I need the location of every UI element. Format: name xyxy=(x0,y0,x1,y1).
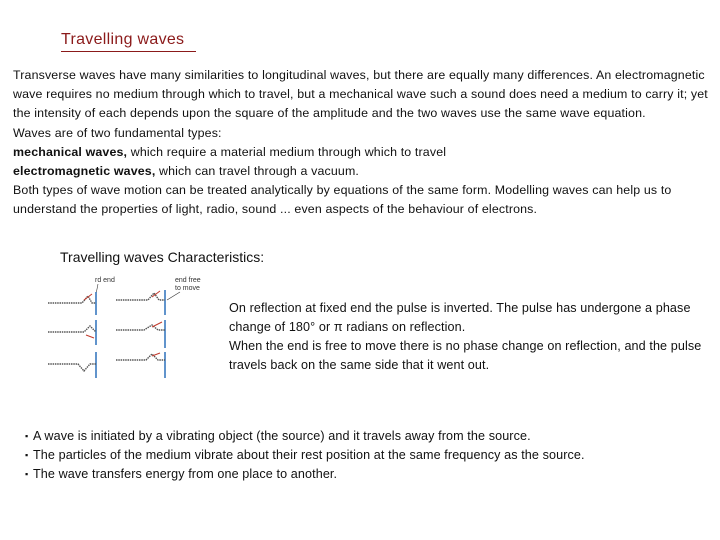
fixed-rope-2 xyxy=(48,326,96,332)
section-subtitle: Travelling waves Characteristics: xyxy=(60,249,265,265)
bullet-marker: ▪ xyxy=(25,431,29,441)
bullet-marker: ▪ xyxy=(25,469,29,480)
mechanical-waves-line xyxy=(13,143,713,162)
free-end-label-2: to move xyxy=(175,285,200,292)
page-title: Travelling waves xyxy=(61,31,185,48)
reflection-diagram xyxy=(40,270,230,380)
electromagnetic-waves-desc: which can travel through a vacuum. xyxy=(155,164,360,179)
free-end-reflection: When the end is free to move there is no phase change on reflection, and the pulse travels back on the same side that it went out. xyxy=(229,339,702,372)
fixed-end-label: rd end xyxy=(95,277,115,284)
free-rope-1 xyxy=(116,293,165,300)
mechanical-waves-term: mechanical waves, xyxy=(13,144,128,159)
electromagnetic-waves-term: electromagnetic waves, xyxy=(13,164,156,179)
pulse-arrow-4 xyxy=(152,322,162,327)
bullet-list xyxy=(25,427,715,485)
free-label-pointer xyxy=(167,292,180,300)
fixed-rope-3 xyxy=(48,364,96,371)
wave-types-heading: Waves are of two fundamental types: xyxy=(13,125,222,140)
bullet-text: The wave transfers energy from one place to another. xyxy=(33,467,338,482)
modelling-paragraph: Both types of wave motion can be treated analytically by equations of the same form. Modelling waves can help us to understand the properties of light, radio, sound ... even aspects of the behaviour of electrons. xyxy=(13,183,672,217)
bullet-text: The particles of the medium vibrate about their rest position at the same frequency as the source. xyxy=(33,448,585,463)
free-end-label-1: end free xyxy=(175,277,201,284)
electromagnetic-waves-line xyxy=(13,162,713,181)
intro-text xyxy=(13,66,713,220)
list-item xyxy=(25,446,715,465)
pulse-arrow-2 xyxy=(86,335,94,338)
mechanical-waves-desc: which require a material medium through which to travel xyxy=(127,144,447,159)
free-rope-3 xyxy=(116,354,165,360)
free-rope-2 xyxy=(116,325,165,330)
title-underline xyxy=(61,51,196,52)
fixed-end-reflection: On reflection at fixed end the pulse is inverted. The pulse has undergone a phase change of 180° or π radians on reflection. xyxy=(229,301,691,334)
intro-paragraph: Transverse waves have many similarities to longitudinal waves, but there are equally many differences. An electromagnetic wave requires no medium through which to travel, but a mechanical wave such a sound does need a medium to carry it; yet the intensity of each depends upon the square of the amplitude and the two waves use the same wave equation. xyxy=(13,68,708,121)
list-item xyxy=(25,427,715,446)
bullet-marker: ▪ xyxy=(25,450,29,461)
list-item xyxy=(25,465,715,484)
fixed-rope-1 xyxy=(48,296,96,303)
pulse-arrow-1 xyxy=(84,294,92,300)
bullet-text: A wave is initiated by a vibrating object (the source) and it travels away from the source. xyxy=(33,429,531,443)
reflection-text xyxy=(229,299,709,375)
